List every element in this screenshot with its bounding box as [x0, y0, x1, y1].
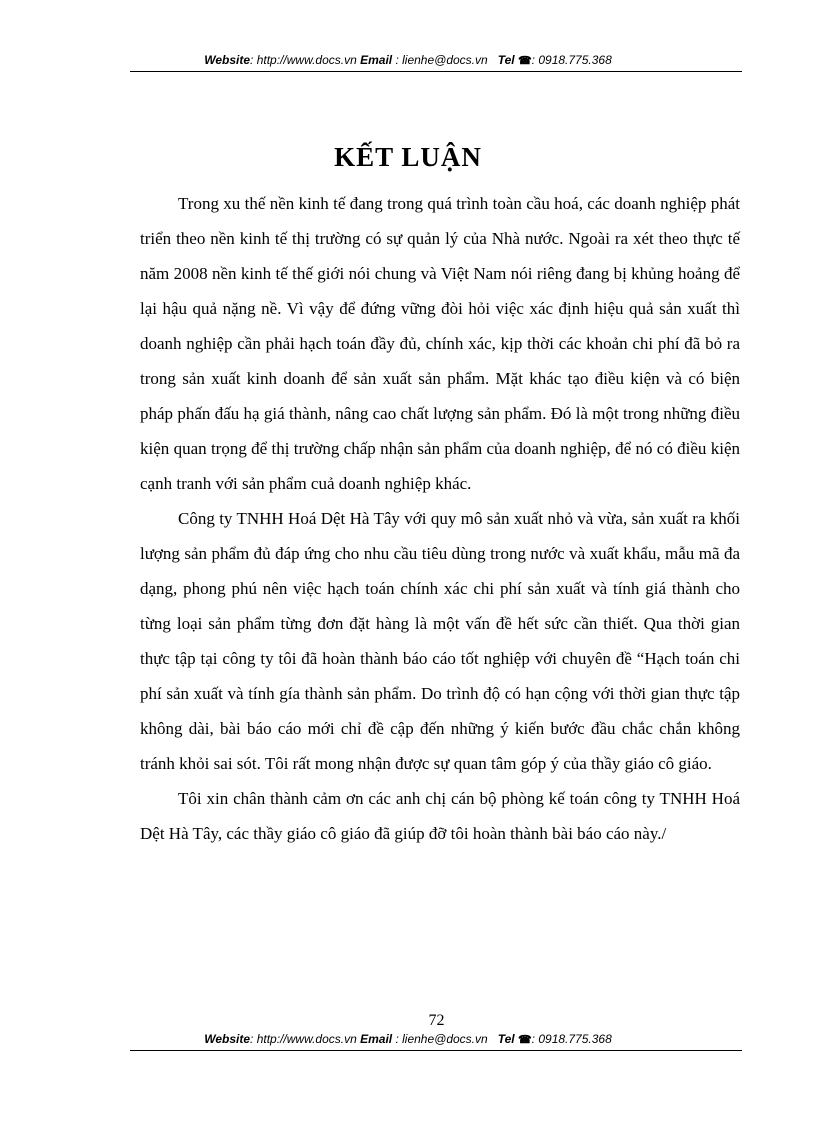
document-body [140, 186, 740, 851]
header-tel-label: Tel [497, 53, 515, 67]
page-number: 72 [428, 1012, 445, 1029]
footer-website-label: Website [204, 1032, 251, 1046]
paragraph-1: Trong xu thế nền kinh tế đang trong quá trình toàn cầu hoá, các doanh nghiệp phát triển theo nền kinh tế thị trường có sự quản lý của Nhà nước. Ngoài ra xét theo thực tế năm 2008 nền kinh tế thế giới nói chung và Việt Nam nói riêng đang bị khủng hoảng để lại hậu quả nặng nề. Vì vậy để đứng vững đòi hỏi việc xác định hiệu quả sản xuất thì doanh nghiệp cần phải hạch toán đầy đủ, chính xác, kịp thời các khoản chi phí đã bỏ ra trong sản xuất kinh doanh để sản xuất sản phẩm. Mặt khác tạo điều kiện và có biện pháp phấn đấu hạ giá thành, nâng cao chất lượng sản phẩm. Đó là một trong những điều kiện quan trọng để thị trường chấp nhận sản phẩm của doanh nghiệp, để nó có điều kiện cạnh tranh với sản phẩm cuả doanh nghiệp khác. [140, 194, 740, 493]
phone-icon: ☎ [517, 55, 532, 67]
header-website-value: : http://www.docs.vn [250, 53, 357, 67]
header-website-label: Website [204, 53, 251, 67]
footer-website-value: : http://www.docs.vn [250, 1032, 357, 1046]
header-email-value: : lienhe@docs.vn [392, 53, 488, 67]
footer-email-value: : lienhe@docs.vn [392, 1032, 488, 1046]
page-header [0, 52, 816, 69]
page-title: KẾT LUẬN [334, 142, 482, 172]
footer-tel-value: : 0918.775.368 [531, 1032, 612, 1046]
page-footer [0, 1031, 816, 1048]
footer-tel-label: Tel [497, 1032, 515, 1046]
phone-icon: ☎ [517, 1034, 532, 1046]
header-email-label: Email [360, 53, 393, 67]
footer-rule [130, 1050, 742, 1051]
paragraph-3: Tôi xin chân thành cảm ơn các anh chị cán bộ phòng kế toán công ty TNHH Hoá Dệt Hà Tây, các thầy giáo cô giáo đã giúp đỡ tôi hoàn thành bài báo cáo này./ [140, 789, 740, 843]
header-rule [130, 71, 742, 72]
footer-email-label: Email [360, 1032, 393, 1046]
paragraph-2: Công ty TNHH Hoá Dệt Hà Tây với quy mô sản xuất nhỏ và vừa, sản xuất ra khối lượng sản phẩm đủ đáp ứng cho nhu cầu tiêu dùng trong nước và xuất khẩu, mẫu mã đa dạng, phong phú nên việc hạch toán chính xác chi phí sản xuất và tính giá thành cho từng loại sản phẩm từng đơn đặt hàng là một vấn đề hết sức cần thiết. Qua thời gian thực tập tại công ty tôi đã hoàn thành báo cáo tốt nghiệp với chuyên đề “Hạch toán chi phí sản xuất và tính gía thành sản phẩm. Do trình độ có hạn cộng với thời gian thực tập không dài, bài báo cáo mới chỉ đề cập đến những ý kiến bước đầu chắc chắn không tránh khỏi sai sót. Tôi rất mong nhận được sự quan tâm góp ý của thầy giáo cô giáo. [140, 509, 740, 773]
header-tel-value: : 0918.775.368 [531, 53, 612, 67]
